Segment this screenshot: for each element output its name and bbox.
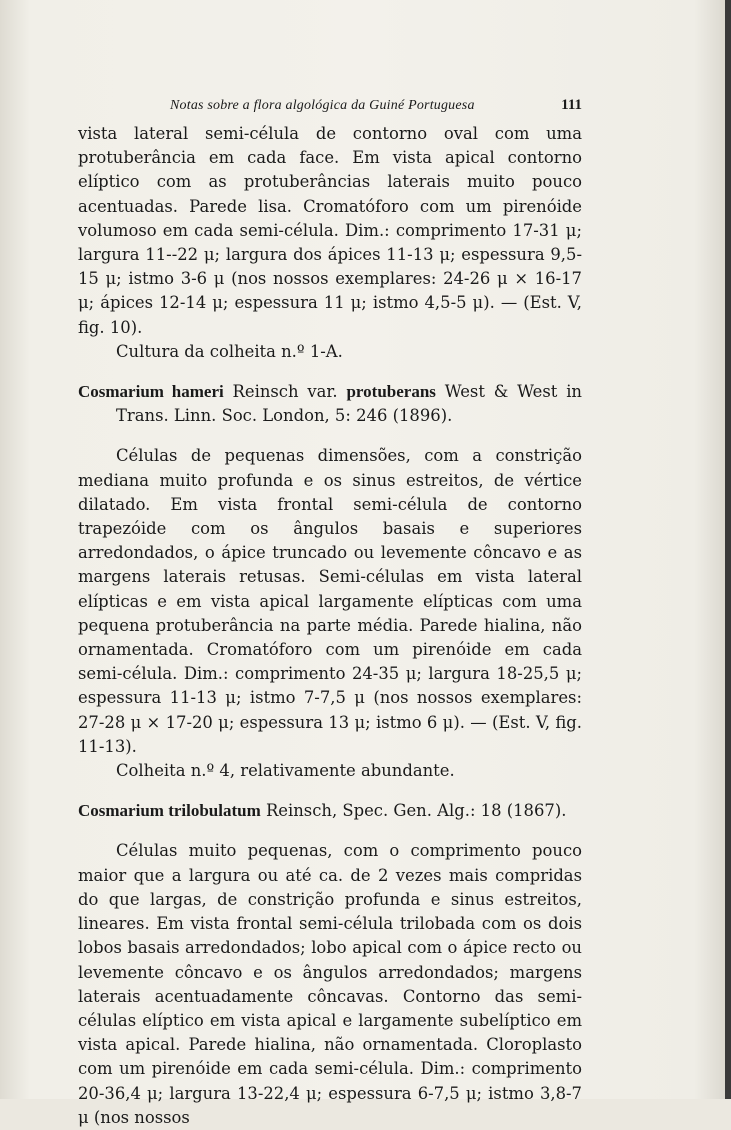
taxon-author: Reinsch var. bbox=[223, 382, 347, 402]
spacer bbox=[78, 364, 582, 380]
paragraph-description: Células de pequenas dimensões, com a constrição mediana muito profunda e os sinus estreitos, de vértice dilatado. Em vista frontal semi-célula de contorno trapezóide com os ângulos basais e superiores arredondados, o ápice truncado ou levemente côncavo e as margens laterais retusas. Semi-células em vista lateral elípticas e em vista apical largamente elípticas com uma pequena protuberância na parte média. Parede hialina, não ornamentada. Cromatóforo com um pirenóide em cada semi-célula. Dim.: comprimento 24-35 μ; largura 18-25,5 μ; espessura 11-13 μ; istmo 7-7,5 μ (nos nossos exemplares: 27-28 μ × 17-20 μ; espessura 13 μ; istmo 6 μ). — (Est. V, fig. 11-13). bbox=[78, 446, 582, 756]
page-edge-shadow bbox=[725, 0, 731, 1099]
taxon-citation: West & West in Trans. Linn. Soc. London, 5: 246 (1896). bbox=[116, 382, 582, 426]
collection-note: Cultura da colheita n.º 1-A. bbox=[116, 341, 343, 361]
spacer bbox=[78, 783, 582, 799]
taxon-name: Cosmarium trilobulatum bbox=[78, 801, 261, 821]
taxon-heading-cosmarium-hameri bbox=[78, 380, 582, 428]
page-number: 111 bbox=[561, 97, 582, 113]
taxon-citation: Reinsch, Spec. Gen. Alg.: 18 (1867). bbox=[260, 801, 567, 821]
spacer bbox=[78, 428, 582, 444]
page-body bbox=[78, 122, 582, 1130]
spacer bbox=[78, 823, 582, 839]
taxon-variety: protuberans bbox=[346, 382, 436, 402]
paragraph-description-continued: vista lateral semi-célula de contorno oval com uma protuberância em cada face. Em vista apical contorno elíptico com as protuberâncias laterais muito pouco acentuadas. Parede lisa. Cromatóforo com um pirenóide volumoso em cada semi-célula. Dim.: comprimento 17-31 μ; largura 11--22 μ; largura dos ápices 11-13 μ; espessura 9,5-15 μ; istmo 3-6 μ (nos nossos exemplares: 24-26 μ × 16-17 μ; ápices 12-14 μ; espessura 11 μ; istmo 4,5-5 μ). — (Est. V, fig. 10). bbox=[78, 124, 582, 337]
taxon-heading-cosmarium-trilobulatum bbox=[78, 799, 582, 823]
page-header bbox=[78, 97, 582, 114]
paragraph-description: Células muito pequenas, com o comprimento pouco maior que a largura ou até ca. de 2 vezes mais compridas do que largas, de constrição profunda e sinus estreitos, lineares. Em vista frontal semi-célula trilobada com os dois lobos basais arredondados; lobo apical com o ápice recto ou levemente côncavo e os ângulos arredondados; margens laterais acentuadamente côncavas. Contorno das semi-células elíptico em vista apical e largamente subelíptico em vista apical. Parede hialina, não ornamentada. Cloroplasto com um pirenóide em cada semi-célula. Dim.: comprimento 20-36,4 μ; largura 13-22,4 μ; espessura 6-7,5 μ; istmo 3,8-7 μ (nos nossos bbox=[78, 841, 582, 1127]
taxon-name: Cosmarium hameri bbox=[78, 382, 224, 402]
collection-note: Colheita n.º 4, relativamente abundante. bbox=[116, 761, 455, 781]
running-title: Notas sobre a flora algológica da Guiné Portuguesa bbox=[170, 98, 475, 113]
